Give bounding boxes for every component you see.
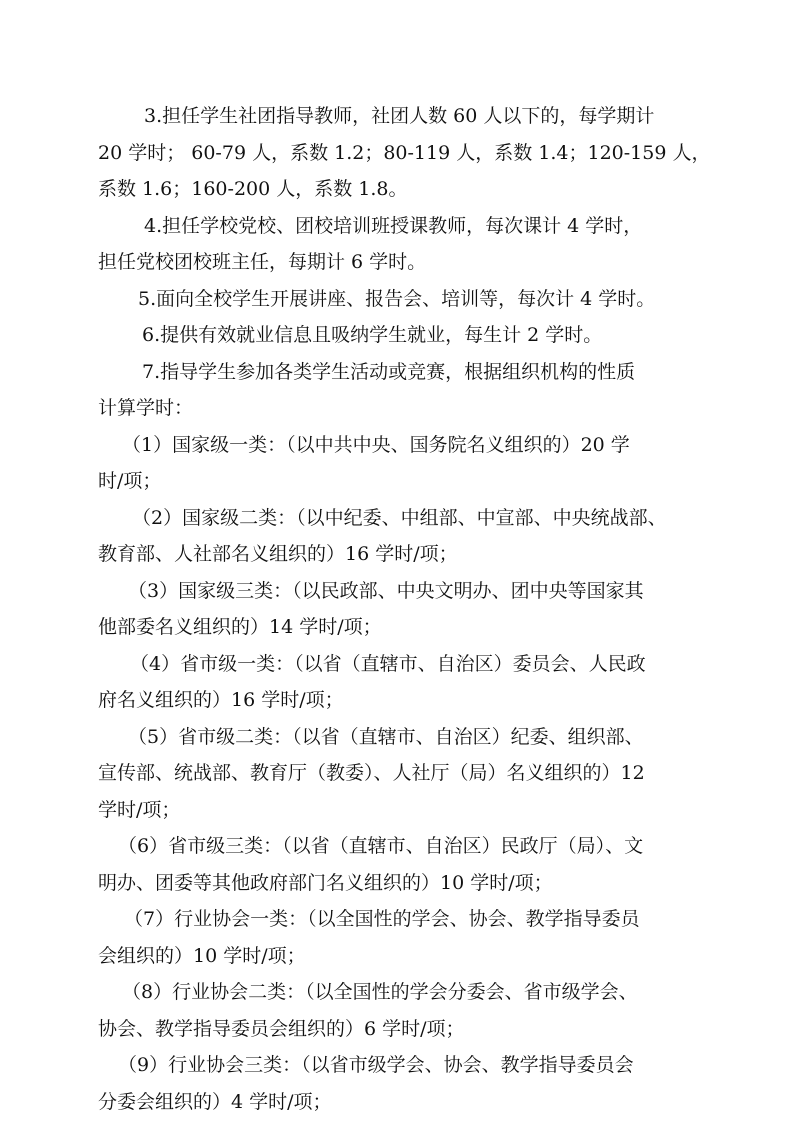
text-line: 协会、教学指导委员会组织的）6 学时/项；: [98, 1017, 465, 1040]
text-line: 会组织的）10 学时/项；: [98, 944, 306, 967]
text-line: （1）国家级一类：（以中共中央、国务院名义组织的）20 学: [122, 433, 630, 456]
text-line: 系数 1.6；160-200 人，系数 1.8。: [98, 178, 408, 200]
text-line: （8）行业协会二类：（以全国性的学会分委会、省市级学会、: [122, 981, 638, 1003]
text-line: （6）省市级三类：（以省（直辖市、自治区）民政厅（局）、文: [118, 835, 644, 857]
text-line: （7）行业协会一类：（以全国性的学会、协会、教学指导委员: [124, 908, 640, 930]
text-line: （4）省市级一类：（以省（直辖市、自治区）委员会、人民政: [130, 652, 646, 675]
text-line: （5）省市级二类：（以省（直辖市、自治区）纪委、组织部、: [128, 725, 644, 748]
text-line: 7.指导学生参加各类学生活动或竞赛，根据组织机构的性质: [142, 360, 636, 383]
text-line: 5.面向全校学生开展讲座、报告会、培训等，每次计 4 学时。: [138, 287, 656, 310]
text-line: 明办、团委等其他政府部门名义组织的）10 学时/项；: [98, 871, 553, 894]
text-line: 4.担任学校党校、团校培训班授课教师，每次课计 4 学时，: [144, 214, 643, 237]
document-body: [98, 98, 711, 1120]
text-line: 担任党校团校班主任，每期计 6 学时。: [98, 251, 427, 273]
text-line: （9）行业协会三类：（以省市级学会、协会、教学指导委员会: [118, 1054, 634, 1076]
text-line: 府名义组织的）16 学时/项；: [98, 689, 344, 711]
text-line: 3.担任学生社团指导教师，社团人数 60 人以下的，每学期计: [144, 105, 655, 127]
text-line: 分委会组织的）4 学时/项；: [98, 1090, 332, 1113]
text-line: 6.提供有效就业信息且吸纳学生就业，每生计 2 学时。: [142, 324, 603, 346]
text-line: 20 学时； 60-79 人，系数 1.2；80-119 人，系数 1.4；120-159 人，: [98, 141, 711, 164]
text-line: 学时/项；: [98, 798, 181, 821]
text-line: 他部委名义组织的）14 学时/项；: [98, 616, 382, 638]
text-line: 计算学时：: [98, 397, 194, 419]
text-line: 时/项；: [98, 470, 162, 492]
text-line: 宣传部、统战部、教育厅（教委）、人社厅（局）名义组织的）12: [98, 762, 645, 784]
text-line: （3）国家级三类：（以民政部、中央文明办、团中央等国家其: [128, 579, 644, 602]
text-line: （2）国家级二类：（以中纪委、中组部、中宣部、中央统战部、: [132, 506, 667, 529]
text-line: 教育部、人社部名义组织的）16 学时/项；: [98, 543, 458, 565]
